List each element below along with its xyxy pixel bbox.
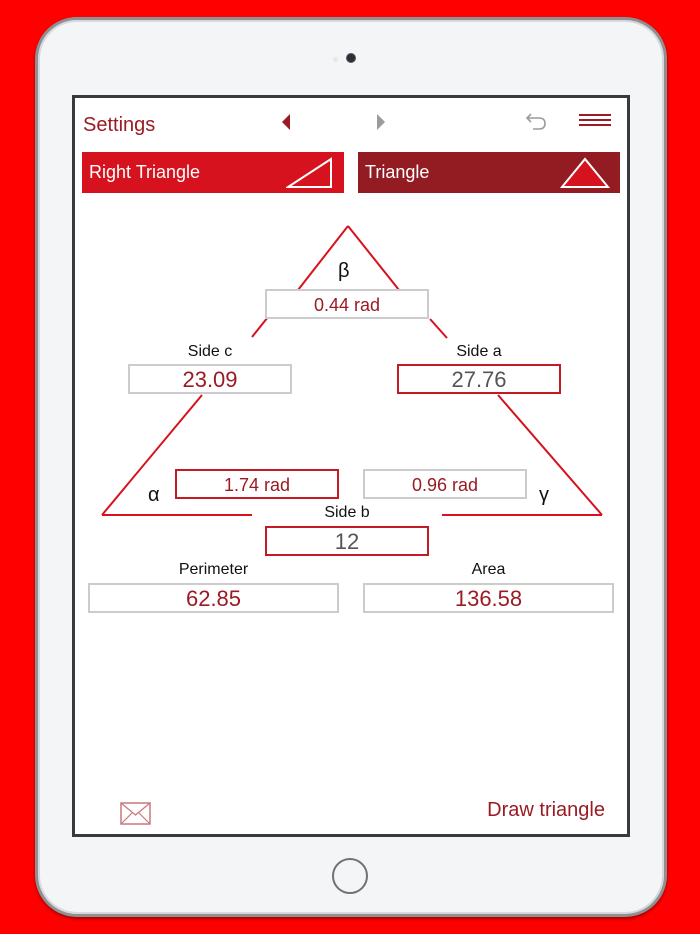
tab-triangle-label: Triangle — [365, 162, 430, 182]
side-b-label: Side b — [324, 504, 370, 521]
gamma-angle-field[interactable]: 0.96 rad — [363, 469, 527, 499]
alpha-angle-field[interactable]: 1.74 rad — [175, 469, 339, 499]
mail-icon[interactable] — [120, 802, 152, 826]
front-camera — [346, 53, 356, 63]
side-b-field[interactable]: 12 — [265, 526, 429, 556]
perimeter-field: 62.85 — [88, 583, 339, 613]
side-c-label: Side c — [187, 343, 233, 360]
tab-right-triangle-label: Right Triangle — [89, 162, 201, 182]
alpha-symbol: α — [148, 484, 160, 506]
side-c-field[interactable]: 23.09 — [128, 364, 292, 394]
area-label: Area — [471, 561, 506, 578]
draw-triangle-button[interactable]: Draw triangle — [487, 799, 605, 821]
beta-angle-field[interactable]: 0.44 rad — [265, 289, 429, 319]
app-screen — [72, 95, 630, 837]
settings-button[interactable]: Settings — [83, 114, 156, 136]
triangle-diagram — [75, 98, 627, 834]
gamma-symbol: γ — [539, 484, 549, 506]
area-field: 136.58 — [363, 583, 614, 613]
sensor-dot — [333, 57, 338, 62]
side-a-field[interactable]: 27.76 — [397, 364, 561, 394]
home-button[interactable] — [332, 858, 368, 894]
side-a-label: Side a — [456, 343, 502, 360]
perimeter-label: Perimeter — [178, 561, 249, 578]
beta-symbol: β — [338, 260, 350, 282]
